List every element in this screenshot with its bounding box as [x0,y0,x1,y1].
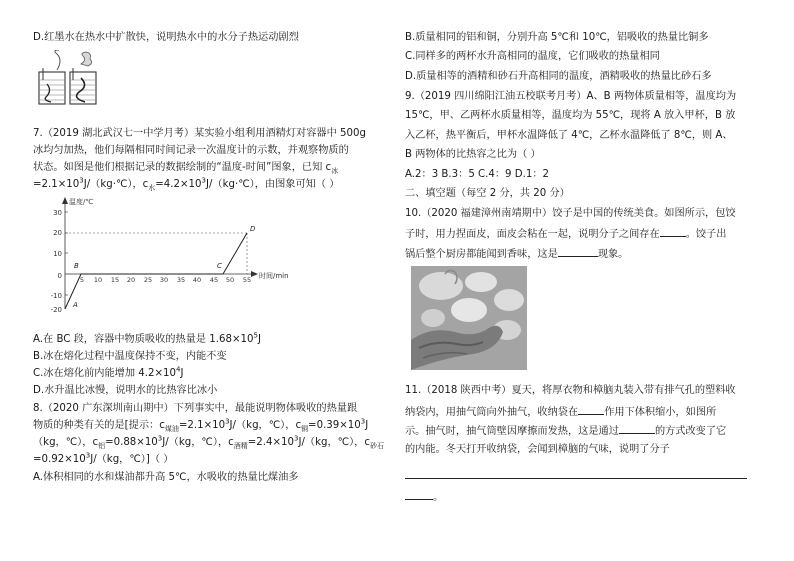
q11-blank-3[interactable] [405,466,747,479]
x-tick-55: 55 [242,276,252,284]
q10-line2: 子时，用力捏面皮，面皮会粘在一起，说明分子之间存在 。饺子出 [405,226,726,241]
x-tick-10: 10 [93,276,103,284]
y-tick-minus10: -10 [50,292,62,300]
y-tick-30: 30 [53,209,62,217]
q7-option-d: D.水升温比冰慢，说明水的比热容比冰小 [33,385,218,396]
q8-line4: $=0.92\times 10^3J/(kg$，℃）]（ ） [33,451,174,465]
chart-ylabel: 温度/℃ [69,198,94,206]
q7-option-a: A.在 BC 段，容器中物质吸收的热量是 $1.68\times 10^5J$ [33,331,261,345]
q10-line3: 锅后整个厨房都能闻到香味，这是 现象。 [405,246,628,261]
x-tick-5: 5 [79,276,85,284]
q11-line2: 纳袋内，用抽气筒向外抽气，收纳袋在 作用下体积缩小，如图所 [405,404,716,419]
q9-line2: 15℃，甲、乙两杯水质量相等，温度均为 55℃，现将 A 放入甲杯，B 放 [405,110,736,121]
x-tick-25: 25 [143,276,153,284]
q6-option-d: D.红墨水在热水中扩散快，说明热水中的水分子热运动剧烈 [33,32,299,43]
q9-line1: 9.（2019 四川绵阳江油五校联考月考）A、B 两物体质量相等，温度均为 [405,91,737,102]
q11-line1: 11.（2018 陕西中考）夏天，将厚衣物和樟脑丸装入带有排气孔的塑料收 [405,385,736,396]
x-tick-35: 35 [176,276,186,284]
q11-blank-3-end[interactable] [405,489,433,500]
q11-blank-1[interactable] [578,404,604,415]
q10-blank-2[interactable] [558,246,598,257]
q9-line4: B 两物体的比热容之比为（ ） [405,149,541,160]
q9-options: A.2：3 B.3：5 C.4：9 D.1：2 [405,169,550,180]
q10-line1: 10.（2020 福建漳州南靖期中）饺子是中国的传统美食。如图所示，包饺 [405,208,736,219]
x-tick-20: 20 [126,276,136,284]
y-tick-10: 10 [53,250,62,258]
y-tick-20: 20 [53,229,62,237]
q8-line3: （kg，℃），$c_铝=0.88\times 10^3J/(kg$，℃），$c_{酒精}=2.4\times 10^3J/(kg$，℃），$c_{砂石}$ [33,434,384,451]
point-c-label: C [217,262,222,270]
section-heading: 二、填空题（每空 2 分，共 20 分） [405,188,570,199]
q8-option-a: A.体积相同的水和煤油都升高 5℃，水吸收的热量比煤油多 [33,472,299,483]
q10-blank-1[interactable] [660,226,686,237]
beakers-illustration [37,50,99,108]
y-tick-minus20: -20 [50,306,62,314]
q8-option-d: D.质量相等的酒精和砂石升高相同的温度，酒精吸收的热量比砂石多 [405,71,712,82]
q8-line1: 8.（2020 广东深圳南山期中）下列事实中，最能说明物体吸收的热量跟 [33,403,358,414]
chart-xlabel: 时间/min [259,272,289,280]
q9-line3: 入乙杯，热平衡后，甲杯水温降低了 4℃，乙杯水温降低了 8℃，则 A、 [405,130,733,141]
q7-line4: $=2.1\times 10^3J/(kg\cdot℃)$，$c_水=4.2\times 10^3J/(kg\cdot℃)$，由图象可知（ ） [33,176,340,193]
y-tick-0: 0 [57,272,62,280]
q7-option-c: C.冰在熔化前内能增加 $4.2\times 10^4J$ [33,365,184,379]
q7-line2: 冰均匀加热，他们每隔相同时间记录一次温度计的示数，并观察物质的 [33,145,349,156]
q7-line3: 状态。如图是他们根据记录的数据绘制的“温度-时间”图象，已知 $c_冰$ [33,162,339,176]
dumpling-photo [411,266,527,370]
point-b-label: B [74,262,79,270]
q8-line2: 物质的种类有关的是[提示：$c_{煤油}=2.1\times 10^3J/(kg$，℃），$c_铜=0.39\times 10^3J$ [33,417,369,434]
x-tick-40: 40 [192,276,202,284]
q7-option-b: B.冰在熔化过程中温度保持不变，内能不变 [33,351,227,362]
x-tick-45: 45 [209,276,219,284]
temperature-time-chart [29,194,289,314]
q11-line6: 。 [405,489,443,504]
point-d-label: D [250,225,256,233]
q11-blank-2[interactable] [619,423,655,434]
q11-line4: 的内能。冬天打开收纳袋，会闻到樟脑的气味，说明了分子 [405,444,670,455]
q7-line1: 7.（2019 湖北武汉七一中学月考）某实验小组利用酒精灯对容器中 500g [33,128,366,139]
x-tick-15: 15 [110,276,120,284]
point-a-label: A [73,301,78,309]
q11-line3: 示。抽气时，抽气筒壁因摩擦而发热，这是通过 的方式改变了它 [405,423,726,438]
q8-option-b: B.质量相同的铝和铜，分别升高 5℃和 10℃，铝吸收的热量比铜多 [405,32,709,43]
q8-option-c: C.同样多的两杯水升高相同的温度，它们吸收的热量相同 [405,51,660,62]
x-tick-50: 50 [225,276,235,284]
x-tick-30: 30 [159,276,169,284]
